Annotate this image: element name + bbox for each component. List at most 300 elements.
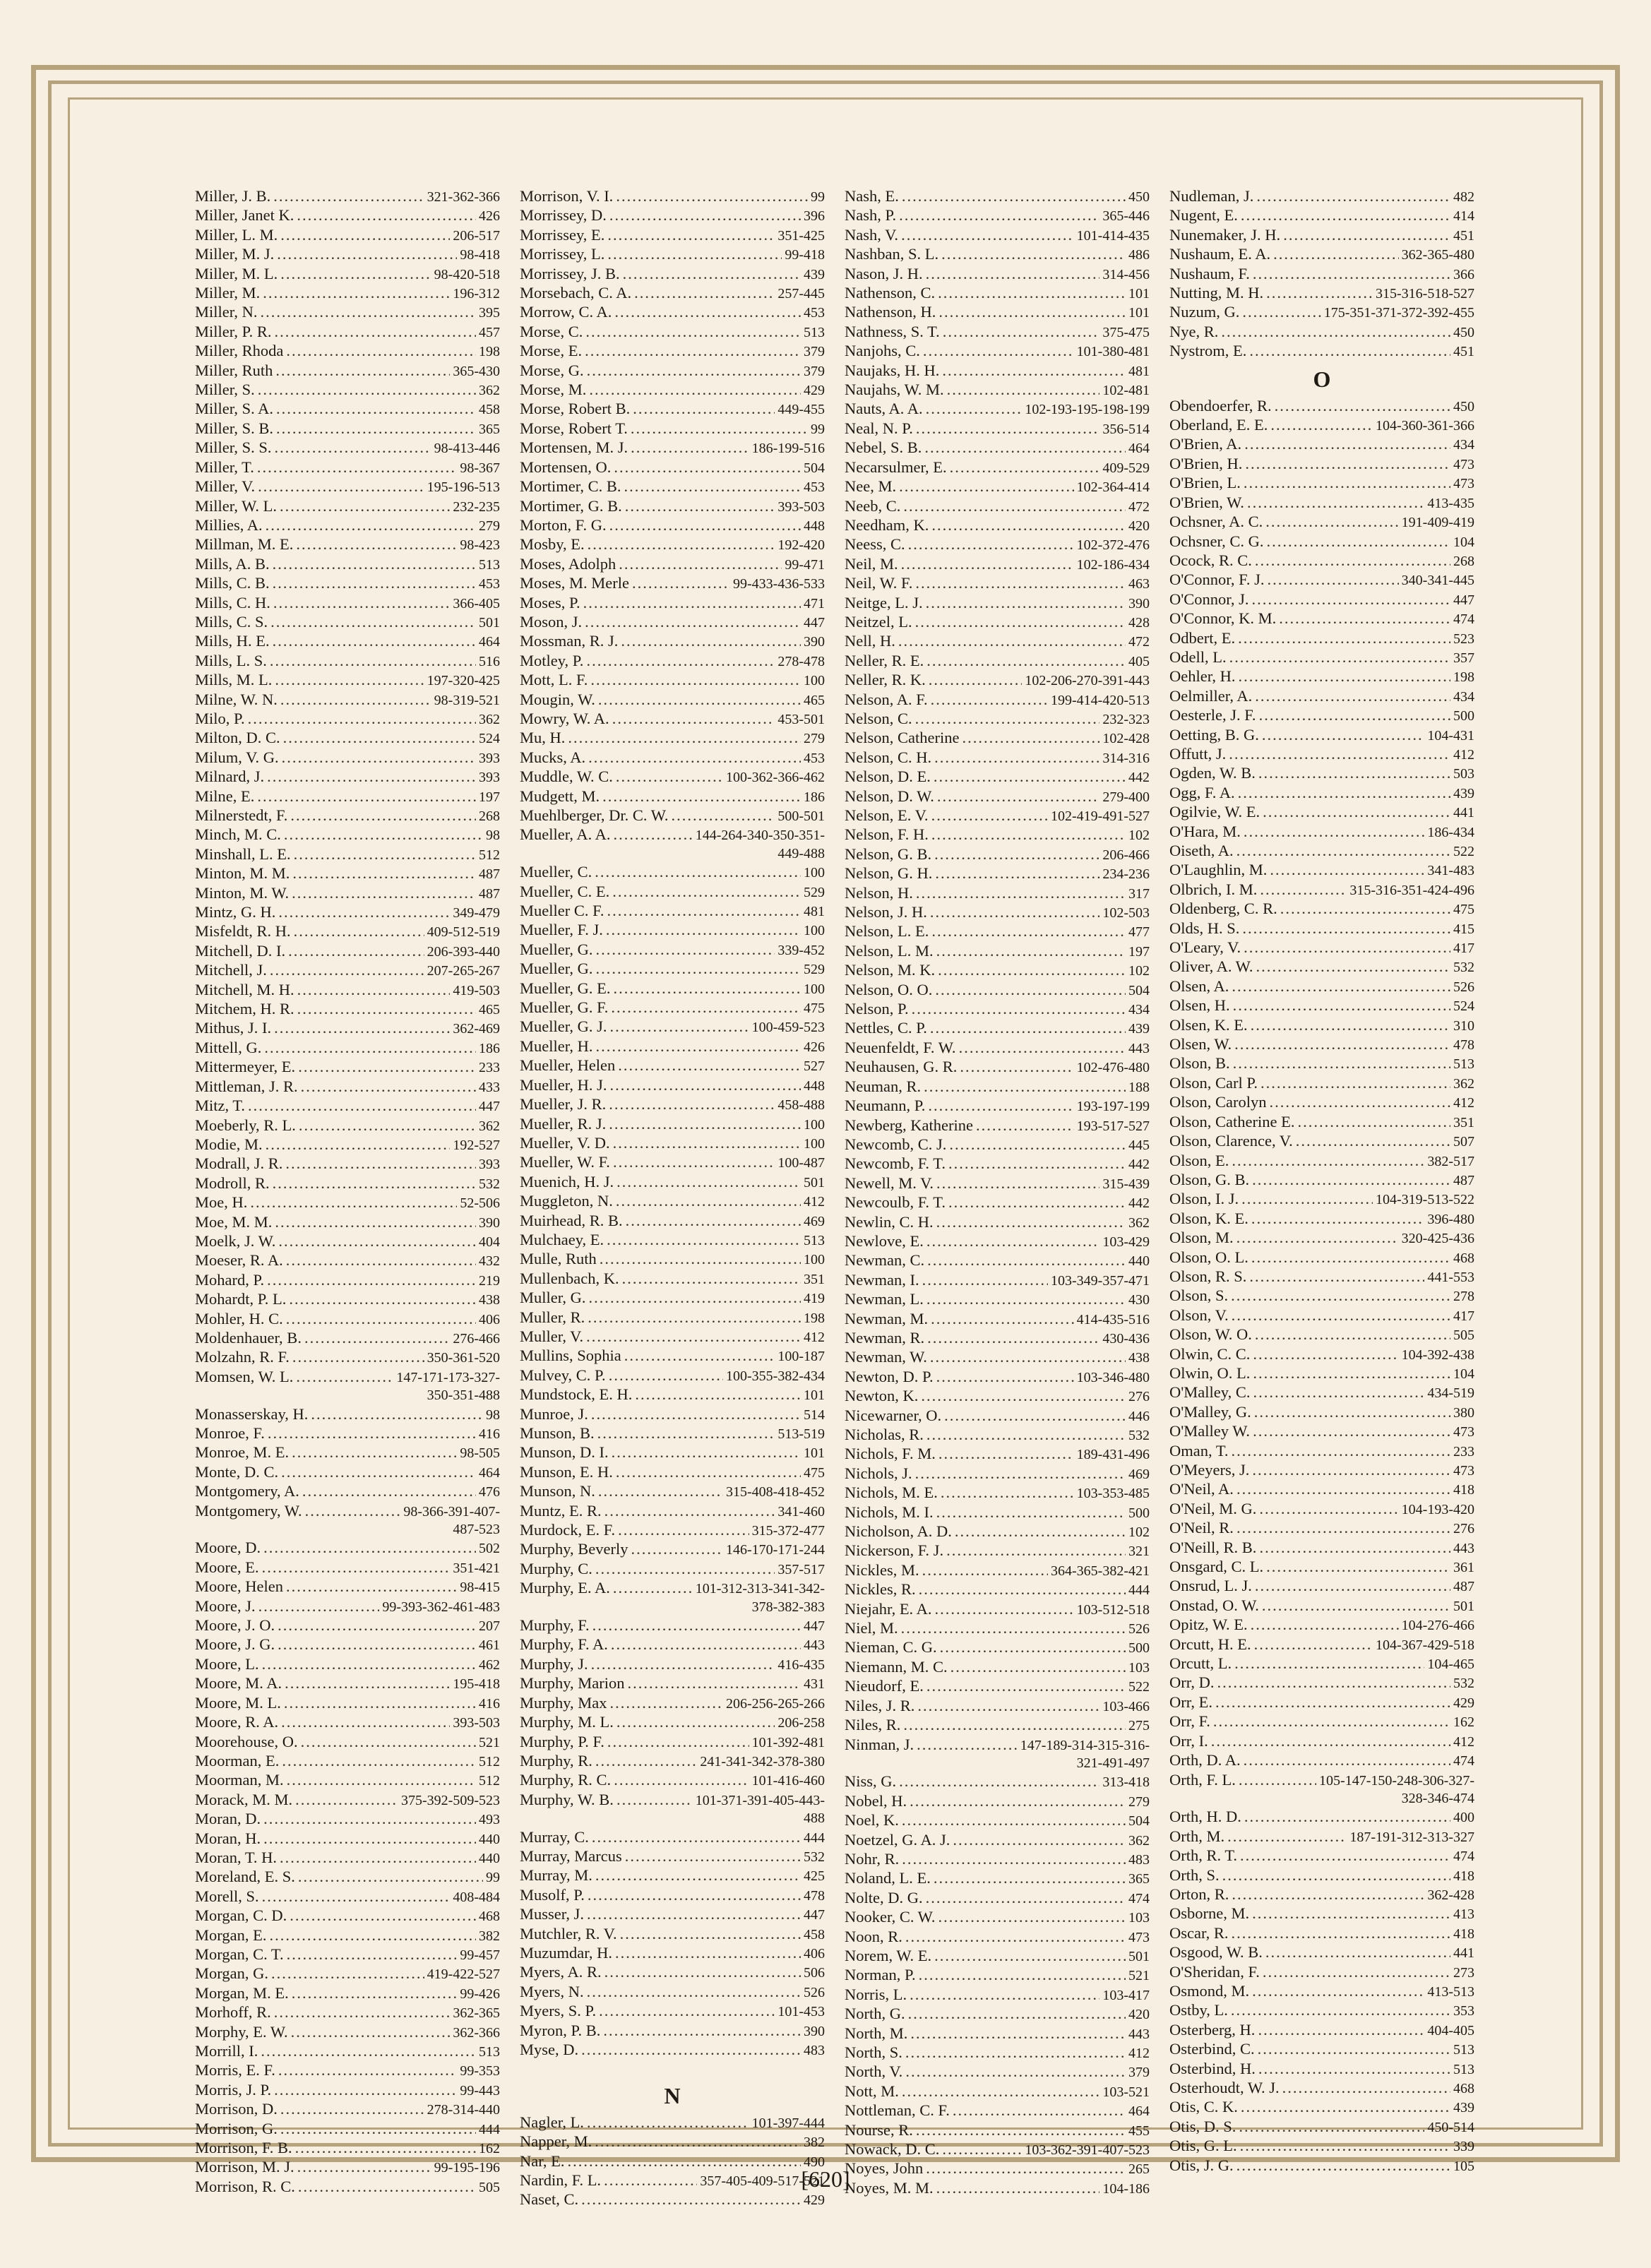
dot-leader [1227,1827,1347,1845]
entry-pages: 187-191-312-313-327 [1349,1829,1474,1845]
index-entry [195,1984,500,2003]
index-entry [845,458,1150,477]
entry-pages: 101-416-460 [751,1773,825,1789]
dot-leader [1211,1732,1450,1750]
dot-leader [1270,1093,1451,1111]
dot-leader [607,902,801,919]
dot-leader [934,1600,1073,1618]
index-entry [845,2043,1150,2063]
entry-name: Miller, M. L. [195,264,278,282]
entry-name: Neess, C. [845,535,905,554]
dot-leader [612,1443,801,1461]
index-entry [1169,609,1474,628]
entry-pages: 478 [804,1887,825,1904]
entry-name: Nickerson, F. J. [845,1541,944,1560]
dot-leader [266,1135,451,1153]
entry-name: Nelson, C. H. [845,748,932,766]
dot-leader [1258,2060,1450,2077]
entry-name: Newman, L. [845,1290,924,1308]
entry-pages: 475 [1453,902,1474,918]
entry-name: Nolte, D. G. [845,1888,923,1906]
entry-name: Olson, I. J. [1169,1190,1239,1208]
dot-leader [931,922,1126,940]
entry-pages: 487 [1453,1579,1474,1595]
entry-pages: 268 [1453,553,1474,569]
index-entry [520,1443,825,1462]
entry-pages: 102-481 [1102,383,1150,399]
index-entry [520,863,825,882]
entry-pages: 162 [1453,1714,1474,1731]
index-entry [1169,2137,1474,2156]
dot-leader [1233,996,1450,1014]
index-entry [845,1329,1150,1348]
index-entry [1169,1827,1474,1846]
entry-name: Mueller, G. [520,960,593,978]
dot-leader [591,1655,775,1673]
entry-pages: 206-393-440 [427,943,500,960]
entry-name: Newell, M. V. [845,1174,934,1192]
index-entry [845,1290,1150,1309]
index-entry [195,187,500,206]
index-entry [520,1616,825,1635]
entry-name: Orton, R. [1169,1885,1229,1903]
entry-pages: 532 [1453,1676,1474,1692]
dot-leader [613,1153,775,1171]
entry-name: Orth, S. [1169,1866,1220,1884]
dot-leader [262,1655,476,1673]
index-entry [520,1502,825,1521]
entry-pages: 103-353-485 [1076,1486,1150,1502]
entry-name: Miller, S. S. [195,438,272,457]
index-entry [1169,1461,1474,1480]
index-entry [195,574,500,593]
index-entry [195,1830,500,1849]
index-entry [1169,226,1474,245]
entry-pages: 105 [1453,2158,1474,2174]
index-entry [520,323,825,342]
entry-name: Miller, P. R. [195,322,272,340]
index-entry [1169,1152,1474,1171]
index-entry [195,864,500,883]
index-entry [1169,571,1474,590]
entry-name: Nelson, F. H. [845,825,929,844]
dot-leader [902,1811,1126,1829]
entry-name: Moore, E. [195,1558,259,1576]
entry-pages: 101 [1128,305,1150,321]
dot-leader [1296,1132,1450,1150]
index-entry [520,2041,825,2060]
dot-leader [299,1116,476,1134]
dot-leader [902,2082,1099,2100]
entry-name: Niles, J. R. [845,1696,915,1714]
dot-leader [280,691,431,708]
entry-name: Morse, M. [520,381,587,399]
index-entry [520,1250,825,1269]
entry-pages: 450-514 [1427,2119,1474,2135]
entry-name: Moore, M. L. [195,1693,281,1712]
entry-pages: 193-197-199 [1076,1099,1150,1115]
entry-pages: 412 [804,1194,825,1210]
index-entry [845,768,1150,787]
dot-leader [1259,1500,1398,1517]
index-entry [195,323,500,342]
entry-pages: 99 [486,1870,500,1886]
entry-pages: 186 [804,789,825,805]
index-entry [845,438,1150,458]
entry-name: Nobel, H. [845,1791,907,1810]
dot-leader [934,768,1126,785]
index-entry [195,2003,500,2022]
index-entry [1169,1808,1474,1827]
dot-leader [603,2022,801,2039]
dot-leader [297,981,451,998]
entry-name: Muehlberger, Dr. C. W. [520,806,669,824]
index-entry [1169,2060,1474,2079]
dot-leader [1244,938,1450,956]
index-entry [845,1736,1150,1755]
entry-name: Nottleman, C. F. [845,2101,950,2120]
dot-leader [905,1928,1126,1945]
entry-pages: 432 [479,1253,500,1270]
index-entry [1169,726,1474,745]
dot-leader [941,1484,1074,1501]
entry-pages: 99-433-436-533 [733,576,825,592]
dot-leader [281,1713,450,1731]
entry-pages: 426 [804,1039,825,1055]
index-entry [1169,1712,1474,1731]
dot-leader [295,2139,476,2156]
entry-name: Mudgett, M. [520,787,600,805]
entry-name: Miller, M. J. [195,245,275,263]
index-entry [195,1713,500,1732]
dot-leader [581,2190,801,2208]
entry-name: Moore, M. A. [195,1674,282,1693]
dot-leader [1283,226,1450,244]
entry-name: Mittermeyer, E. [195,1058,296,1076]
dot-leader [613,1134,801,1152]
index-entry [1169,513,1474,532]
entry-pages: 98-366-391-407- [403,1503,500,1520]
index-entry [520,1944,825,1963]
dot-leader [302,1482,476,1500]
entry-name: Moorman, E. [195,1751,280,1769]
entry-pages: 99 [811,421,825,437]
index-entry [845,381,1150,400]
entry-pages: 101-453 [777,2004,825,2020]
entry-name: Neeb, C. [845,496,901,515]
entry-pages: 99-457 [460,1947,500,1963]
dot-leader [1258,2021,1424,2039]
dot-leader [938,1908,1126,1926]
entry-name: Nelson, L. E. [845,922,929,941]
dot-leader [948,1193,1126,1211]
entry-pages: 464 [1128,2103,1150,2120]
index-entry [520,206,825,225]
entry-name: Milne, W. N. [195,690,278,708]
index-entry [1169,1093,1474,1112]
index-entry [1169,206,1474,225]
entry-pages: 416 [479,1695,500,1712]
entry-pages: 101-371-391-405-443- [695,1792,825,1808]
dot-leader [257,458,457,476]
dot-leader [269,1926,476,1944]
entry-pages: 472 [1128,499,1150,515]
index-entry [520,806,825,825]
entry-name: Nathness, S. T. [845,322,940,340]
entry-name: Morgan, E. [195,1926,267,1944]
entry-pages: 513 [804,1232,825,1248]
entry-pages: 103 [1128,1910,1150,1926]
dot-leader [301,1733,476,1750]
index-entry [520,1866,825,1885]
entry-pages: 101-397-444 [751,2115,825,2131]
index-entry [845,1966,1150,1985]
entry-pages: 408-484 [453,1889,500,1905]
index-entry [845,1154,1150,1174]
index-entry [845,1522,1150,1541]
entry-name: Mueller C. F. [520,902,604,920]
entry-pages: 99-418 [785,247,825,263]
dot-leader [921,1387,1126,1404]
index-entry [1169,1558,1474,1577]
entry-name: Musolf, P. [520,1885,585,1904]
entry-name: Olson, E. [1169,1151,1229,1169]
index-entry [520,1424,825,1443]
dot-leader [589,381,801,398]
dot-leader [1254,1403,1450,1421]
index-entry [520,362,825,381]
entry-pages: 380 [1453,1404,1474,1421]
index-entry [520,1983,825,2002]
entry-pages: 486 [1128,247,1150,263]
entry-name: Mills, M. L. [195,671,273,689]
entry-pages: 98-367 [460,460,500,476]
dot-leader [631,419,808,437]
dot-leader [1244,823,1424,840]
entry-name: Mills, H. E. [195,632,270,650]
entry-pages: 418 [1453,1482,1474,1498]
index-entry [195,2081,500,2100]
entry-pages: 321 [1128,1544,1150,1560]
dot-leader [935,981,1126,998]
entry-pages: 444 [1128,1582,1150,1599]
entry-pages: 192-527 [453,1137,500,1153]
entry-pages: 275 [1128,1718,1150,1734]
index-entry [520,284,825,303]
entry-pages: 100 [804,1116,825,1133]
entry-name: Mittell, G. [195,1038,262,1056]
index-entry [520,187,825,206]
entry-name: Nason, J. H. [845,264,923,282]
index-entry [195,206,500,225]
dot-leader [609,1095,775,1113]
dot-leader [1297,1113,1450,1130]
entry-name: Morrison, F. B. [195,2139,292,2157]
index-entry [845,497,1150,516]
entry-name: O'Malley W. [1169,1422,1251,1440]
entry-name: Neitge, L. J. [845,593,923,611]
entry-name: Nelson, Catherine [845,729,960,747]
entry-name: Munson, D. I. [520,1443,609,1462]
index-entry [1169,1422,1474,1441]
dot-leader [1240,2137,1450,2154]
index-entry [195,632,500,651]
index-entry [520,787,825,806]
entry-pages: 526 [804,1984,825,2000]
entry-name: Morrill, I. [195,2042,258,2060]
dot-leader [297,206,476,224]
entry-name: Moses, P. [520,593,580,611]
entry-name: Moe, H. [195,1193,248,1212]
index-entry [1169,435,1474,454]
dot-leader [927,1329,1099,1347]
index-entry [845,942,1150,961]
dot-leader [298,1868,483,1885]
dot-leader [934,1947,1126,1964]
entry-name: Moore, D. [195,1539,261,1557]
dot-leader [1252,590,1450,608]
entry-pages: 103-349-357-471 [1051,1272,1150,1289]
entry-pages: 147-189-314-315-316- [1020,1737,1150,1753]
entry-name: Nelson, E. V. [845,806,929,824]
entry-pages: 276-466 [453,1330,500,1347]
dot-leader [595,1866,801,1884]
entry-name: Nohr, R. [845,1849,900,1868]
index-entry [195,226,500,245]
index-entry [1169,784,1474,803]
entry-pages: 98-413-446 [434,441,500,457]
entry-name: Murphy, Max [520,1693,607,1712]
dot-leader [287,1945,458,1963]
entry-pages: 464 [479,1464,500,1481]
entry-name: Munroe, J. [520,1404,588,1423]
index-entry [1169,1673,1474,1693]
entry-pages: 500-501 [777,808,825,824]
index-entry [195,1039,500,1058]
entry-name: Nichols, M. I. [845,1503,934,1521]
entry-name: Murphy, Beverly [520,1540,628,1558]
index-entry [845,1561,1150,1580]
entry-name: North, V. [845,2063,903,2081]
entry-name: Olsen, H. [1169,996,1230,1015]
entry-pages: 362-365-480 [1401,247,1474,263]
entry-pages: 438 [1128,1350,1150,1366]
index-entry [195,265,500,284]
entry-name: Miller, M. [195,284,261,302]
entry-pages: 500 [1128,1640,1150,1657]
entry-name: Oiseth, A. [1169,842,1234,859]
entry-name: Norman, P. [845,1966,916,1984]
dot-leader [1260,1074,1450,1092]
index-entry [520,748,825,768]
index-entry [845,284,1150,303]
entry-pages: 276 [1453,1521,1474,1537]
index-entry [845,1078,1150,1097]
index-entry [520,613,825,632]
dot-leader [248,710,476,727]
entry-pages: 315-316-351-424-496 [1349,882,1474,898]
index-entry [520,1655,825,1674]
entry-pages: 232-323 [1102,711,1150,727]
entry-name: Nagler, L. [520,2113,584,2131]
entry-name: Miller, N. [195,303,258,321]
index-entry [845,2082,1150,2101]
index-entry [1169,245,1474,264]
entry-pages: 474 [1453,1849,1474,1865]
index-entry [1169,303,1474,322]
dot-leader [1263,1963,1450,1981]
entry-pages: 453 [804,479,825,496]
entry-name: O'Neill, R. B. [1169,1538,1257,1556]
index-entry [1169,861,1474,880]
index-entry [845,613,1150,632]
entry-name: Morrissey, J. B. [520,264,620,282]
entry-name: Neil, W. F. [845,574,913,592]
dot-leader [1232,1152,1424,1169]
dot-leader [294,845,476,863]
index-entry [520,1385,825,1404]
entry-name: Ostby, L. [1169,2001,1228,2019]
dot-leader [270,652,476,669]
index-entry [1169,1054,1474,1073]
entry-pages: 362 [1128,1214,1150,1231]
index-entry [195,381,500,400]
entry-name: Newman, W. [845,1348,927,1366]
dot-leader [1232,1885,1424,1903]
entry-pages: 257-445 [777,286,825,302]
dot-leader [916,419,1099,437]
entry-name: Neumann, P. [845,1097,926,1115]
index-entry [1169,1113,1474,1132]
entry-name: Miller, Ruth [195,361,273,379]
dot-leader [278,2061,457,2079]
entry-name: Morrison, V. I. [520,187,614,205]
entry-name: Moran, H. [195,1829,261,1847]
dot-leader [1275,397,1450,414]
entry-name: Olwin, O. L. [1169,1363,1251,1382]
entry-pages: 406 [479,1311,500,1327]
dot-leader [926,1290,1126,1308]
entry-pages: 433 [479,1079,500,1095]
entry-name: Odbert, E. [1169,628,1236,647]
entry-name: Naujaks, H. H. [845,361,940,379]
entry-name: Miller, S. [195,381,255,399]
index-entry [520,998,825,1017]
entry-pages: 100-487 [777,1155,825,1171]
index-entry [1169,397,1474,416]
entry-name: Nardin, F. L. [520,2171,602,2190]
dot-leader [1245,455,1450,472]
dot-leader [1236,842,1450,859]
index-entry [1169,1693,1474,1712]
entry-name: Orth, M. [1169,1827,1225,1845]
dot-leader [614,303,801,321]
dot-leader [297,1000,476,1017]
entry-name: Naset, C. [520,2190,579,2209]
index-entry [1169,1480,1474,1499]
entry-pages: 99 [811,189,825,205]
entry-name: Muntz, E. R. [520,1501,602,1520]
entry-pages: 442 [1128,770,1150,786]
entry-pages: 450 [1453,398,1474,414]
entry-pages: 102-186-434 [1076,556,1150,573]
index-entry [1169,1325,1474,1344]
entry-pages: 446 [1128,1408,1150,1424]
index-entry [1169,803,1474,822]
index-entry [520,652,825,671]
dot-leader [1238,784,1450,801]
entry-name: Otis, G. L. [1169,2137,1237,2155]
